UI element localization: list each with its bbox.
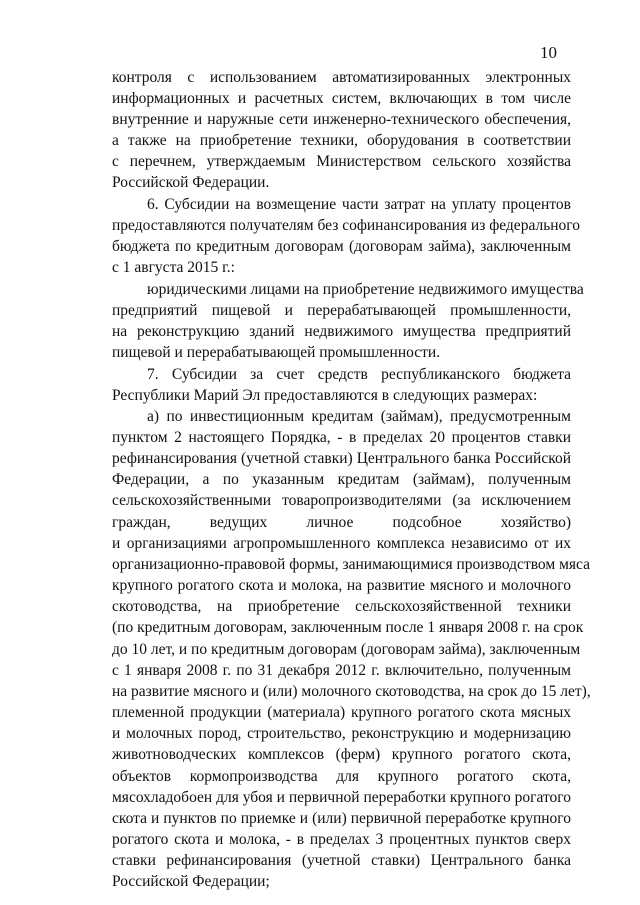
text-line: контроля с использованием автоматизированных электронных	[112, 69, 571, 86]
text-line: с 1 августа 2015 г.:	[112, 259, 235, 276]
text-line: пунктом 2 настоящего Порядка, - в пределах 20 процентов ставки	[112, 429, 571, 446]
text-line: ставки рефинансирования (учетной ставки) Центрального банка	[112, 852, 571, 869]
text-line: скотоводства, на приобретение сельскохозяйственной техники	[112, 598, 571, 615]
text-line: предоставляются получателям без софинансирования из федерального	[112, 217, 581, 234]
text-line: Российской Федерации;	[112, 873, 270, 890]
text-line: с 1 января 2008 г. по 31 декабря 2012 г. включительно, полученным	[112, 662, 571, 679]
text-line: объектов кормопроизводства для крупного рогатого скота,	[112, 768, 571, 785]
text-line: 7. Субсидии за счет средств республиканского бюджета	[147, 366, 571, 383]
text-line: мясохладобоен для убоя и первичной переработки крупного рогатого	[112, 789, 571, 806]
text-line: крупного рогатого скота и молока, на развитие мясного и молочного	[112, 577, 571, 594]
text-line: юридическими лицами на приобретение недвижимого имущества	[147, 281, 584, 298]
text-line: Российской Федерации.	[112, 174, 270, 191]
text-line: на развитие мясного и (или) молочного скотоводства, на срок до 15 лет),	[112, 683, 591, 700]
text-line: информационных и расчетных систем, включающих в том числе	[112, 90, 571, 107]
text-line: на реконструкцию зданий недвижимого имущества предприятий	[112, 323, 571, 340]
text-line: Республики Марий Эл предоставляются в следующих размерах:	[112, 387, 538, 404]
text-line: а) по инвестиционным кредитам (займам), предусмотренным	[147, 408, 571, 425]
page-number: 10	[540, 43, 557, 62]
text-line: предприятий пищевой и перерабатывающей промышленности,	[112, 302, 571, 319]
text-line: сельскохозяйственными товаропроизводителями (за исключением	[112, 492, 571, 509]
text-line: а также на приобретение техники, оборудования в соответствии	[112, 132, 571, 149]
text-line: животноводческих комплексов (ферм) крупного рогатого скота,	[112, 746, 571, 763]
text-line: и организациями агропромышленного комплекса независимо от их	[112, 535, 571, 552]
text-line: племенной продукции (материала) крупного рогатого скота мясных	[112, 704, 571, 721]
text-line: бюджета по кредитным договорам (договорам займа), заключенным	[112, 238, 571, 255]
text-line: (по кредитным договорам, заключенным после 1 января 2008 г. на срок	[112, 619, 584, 636]
text-line: пищевой и перерабатывающей промышленности.	[112, 344, 441, 361]
text-line: и молочных пород, строительство, реконструкцию и модернизацию	[112, 725, 571, 742]
text-line: до 10 лет, и по кредитным договорам (договорам займа), заключенным	[112, 641, 581, 658]
text-line: с перечнем, утверждаемым Министерством сельского хозяйства	[112, 153, 571, 170]
text-line: 6. Субсидии на возмещение части затрат на уплату процентов	[147, 196, 571, 213]
text-line: скота и пунктов по приемке и (или) первичной переработке крупного	[112, 810, 571, 827]
text-line: рогатого скота и молока, - в пределах 3 процентных пунктов сверх	[112, 831, 571, 848]
text-line: организационно-правовой формы, занимающимися производством мяса	[112, 556, 590, 573]
text-line: Федерации, а по указанным кредитам (займам), полученным	[112, 471, 571, 488]
text-line: рефинансирования (учетной ставки) Центрального банка Российской	[112, 450, 571, 467]
text-line: внутренние и наружные сети инженерно-технического обеспечения,	[112, 111, 571, 128]
text-line: граждан, ведущих личное подсобное хозяйство)	[112, 514, 571, 531]
